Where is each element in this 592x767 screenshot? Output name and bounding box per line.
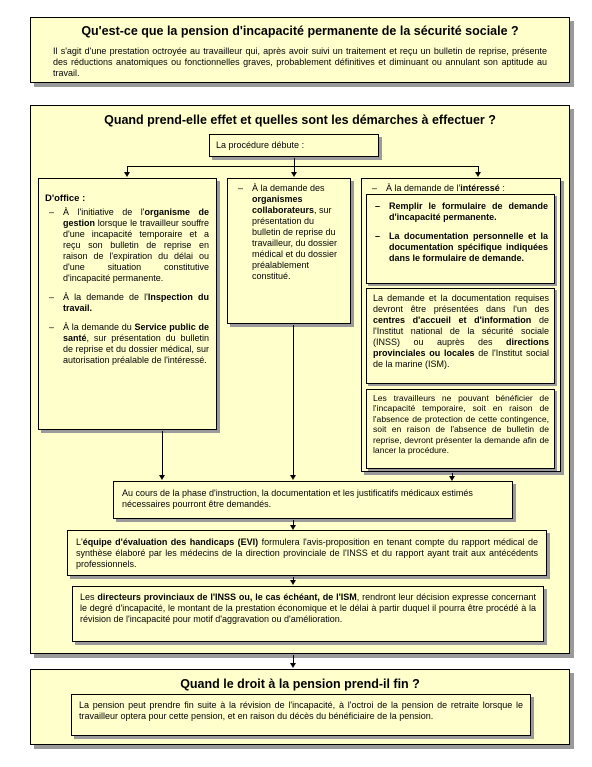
evi-box — [67, 530, 547, 576]
evi-text: L'équipe d'évaluation des handicaps (EVI) formulera l'avis-proposition en tenant compte du rapport médical de synthèse élaboré par les médecins de la direction provinciale de l'INSS et du rapport ayant trait aux antécédents professionnels. — [76, 537, 538, 569]
interesse-step: – La documentation personnelle et la documentation spécifique indiquées dans le formulaire de demande. — [371, 231, 548, 264]
arrow-down-icon — [290, 475, 296, 480]
workers-text: Les travailleurs ne pouvant bénéficier de l'incapacité temporaire, soit en raison de l'absence de protection de cette contingence, soit en raison de l'absence de bulletin de reprise, devront présenter la demande afin de lancer la procédure. — [373, 393, 549, 456]
office-item: – À la demande de l'Inspection du travail. — [45, 292, 209, 314]
collab-item: – À la demande des organismes collaborateurs, sur présentation du bulletin de reprise du travailleur, du dossier médical et du dossier préalablement constitué. — [234, 183, 344, 282]
instruction-text: Au cours de la phase d'instruction, la documentation et les justificatifs médicaux estimés nécessaires pourront être demandés. — [122, 488, 473, 509]
office-item: – À l'initiative de l'organisme de gestion lorsque le travailleur souffre d'une incapacité temporaire et a reçu son bulletin de reprise en raison de l'expiration du délai ou d'une situation constitutive d'incapacité permanente. — [45, 207, 209, 284]
connector-line — [162, 431, 163, 475]
instruction-box — [113, 481, 513, 519]
documentation-text: La demande et la documentation requises devront être présentées dans l'un des centres d'accueil et d'information de l'Institut national de la sécurité sociale (INSS) ou auprès des directions provinciales ou locales de l'Institut social de la marine (ISM). — [373, 293, 549, 369]
office-box — [38, 178, 217, 430]
section-end — [30, 669, 570, 745]
section-what-is — [30, 17, 570, 83]
connector-line — [294, 158, 295, 166]
procedure-start-box — [209, 134, 379, 157]
section-what-is-text: Il s'agit d'une prestation octroyée au travailleur qui, après avoir suivi un traitement et reçu un bulletin de reprise, présente des réductions anatomiques ou fonctionnelles graves, probablement définitives et diminuant ou annulant son aptitude au travail. — [53, 46, 547, 78]
arrow-down-icon — [124, 172, 130, 177]
directors-box — [72, 586, 544, 642]
office-heading: D'office : — [45, 193, 86, 204]
procedure-start-text: La procédure débute : — [216, 140, 305, 150]
connector-line — [127, 166, 478, 167]
office-item: – À la demande du Service public de santé, sur présentation du bulletin de reprise et du dossier médical, sur autorisation préalable de l'intéressé. — [45, 322, 209, 366]
arrow-down-icon — [290, 663, 296, 668]
section-what-is-title: Qu'est-ce que la pension d'incapacité permanente de la sécurité sociale ? — [81, 24, 519, 38]
arrow-down-icon — [291, 172, 297, 177]
arrow-down-icon — [475, 172, 481, 177]
section-end-title: Quand le droit à la pension prend-il fin ? — [180, 677, 420, 691]
section-end-text: La pension peut prendre fin suite à la révision de l'incapacité, à l'octroi de la pension de retraite lorsque le travailleur optera pour cette pension, et en raison du décès du bénéficiaire de la pension. — [79, 700, 523, 721]
section-end-text-box — [71, 694, 531, 736]
directors-text: Les directeurs provinciaux de l'INSS ou, le cas échéant, de l'ISM, rendront leur décision expresse concernant le degré d'incapacité, le montant de la prestation économique et le délai à partir duquel il pourra être procédé à la révision de l'incapacité pour motif d'aggravation ou d'amélioration. — [80, 592, 537, 624]
connector-line — [293, 325, 294, 475]
interesse-steps-box — [366, 194, 555, 284]
interesse-step: – Remplir le formulaire de demande d'incapacité permanente. — [371, 201, 548, 223]
interesse-item: – À la demande de l'intéressé : — [368, 183, 554, 194]
arrow-down-icon — [159, 475, 165, 480]
workers-box — [366, 389, 555, 469]
collab-box — [227, 178, 351, 324]
documentation-box — [366, 288, 555, 384]
arrow-down-icon — [290, 580, 296, 585]
section-procedure-title: Quand prend-elle effet et quelles sont les démarches à effectuer ? — [104, 113, 496, 127]
